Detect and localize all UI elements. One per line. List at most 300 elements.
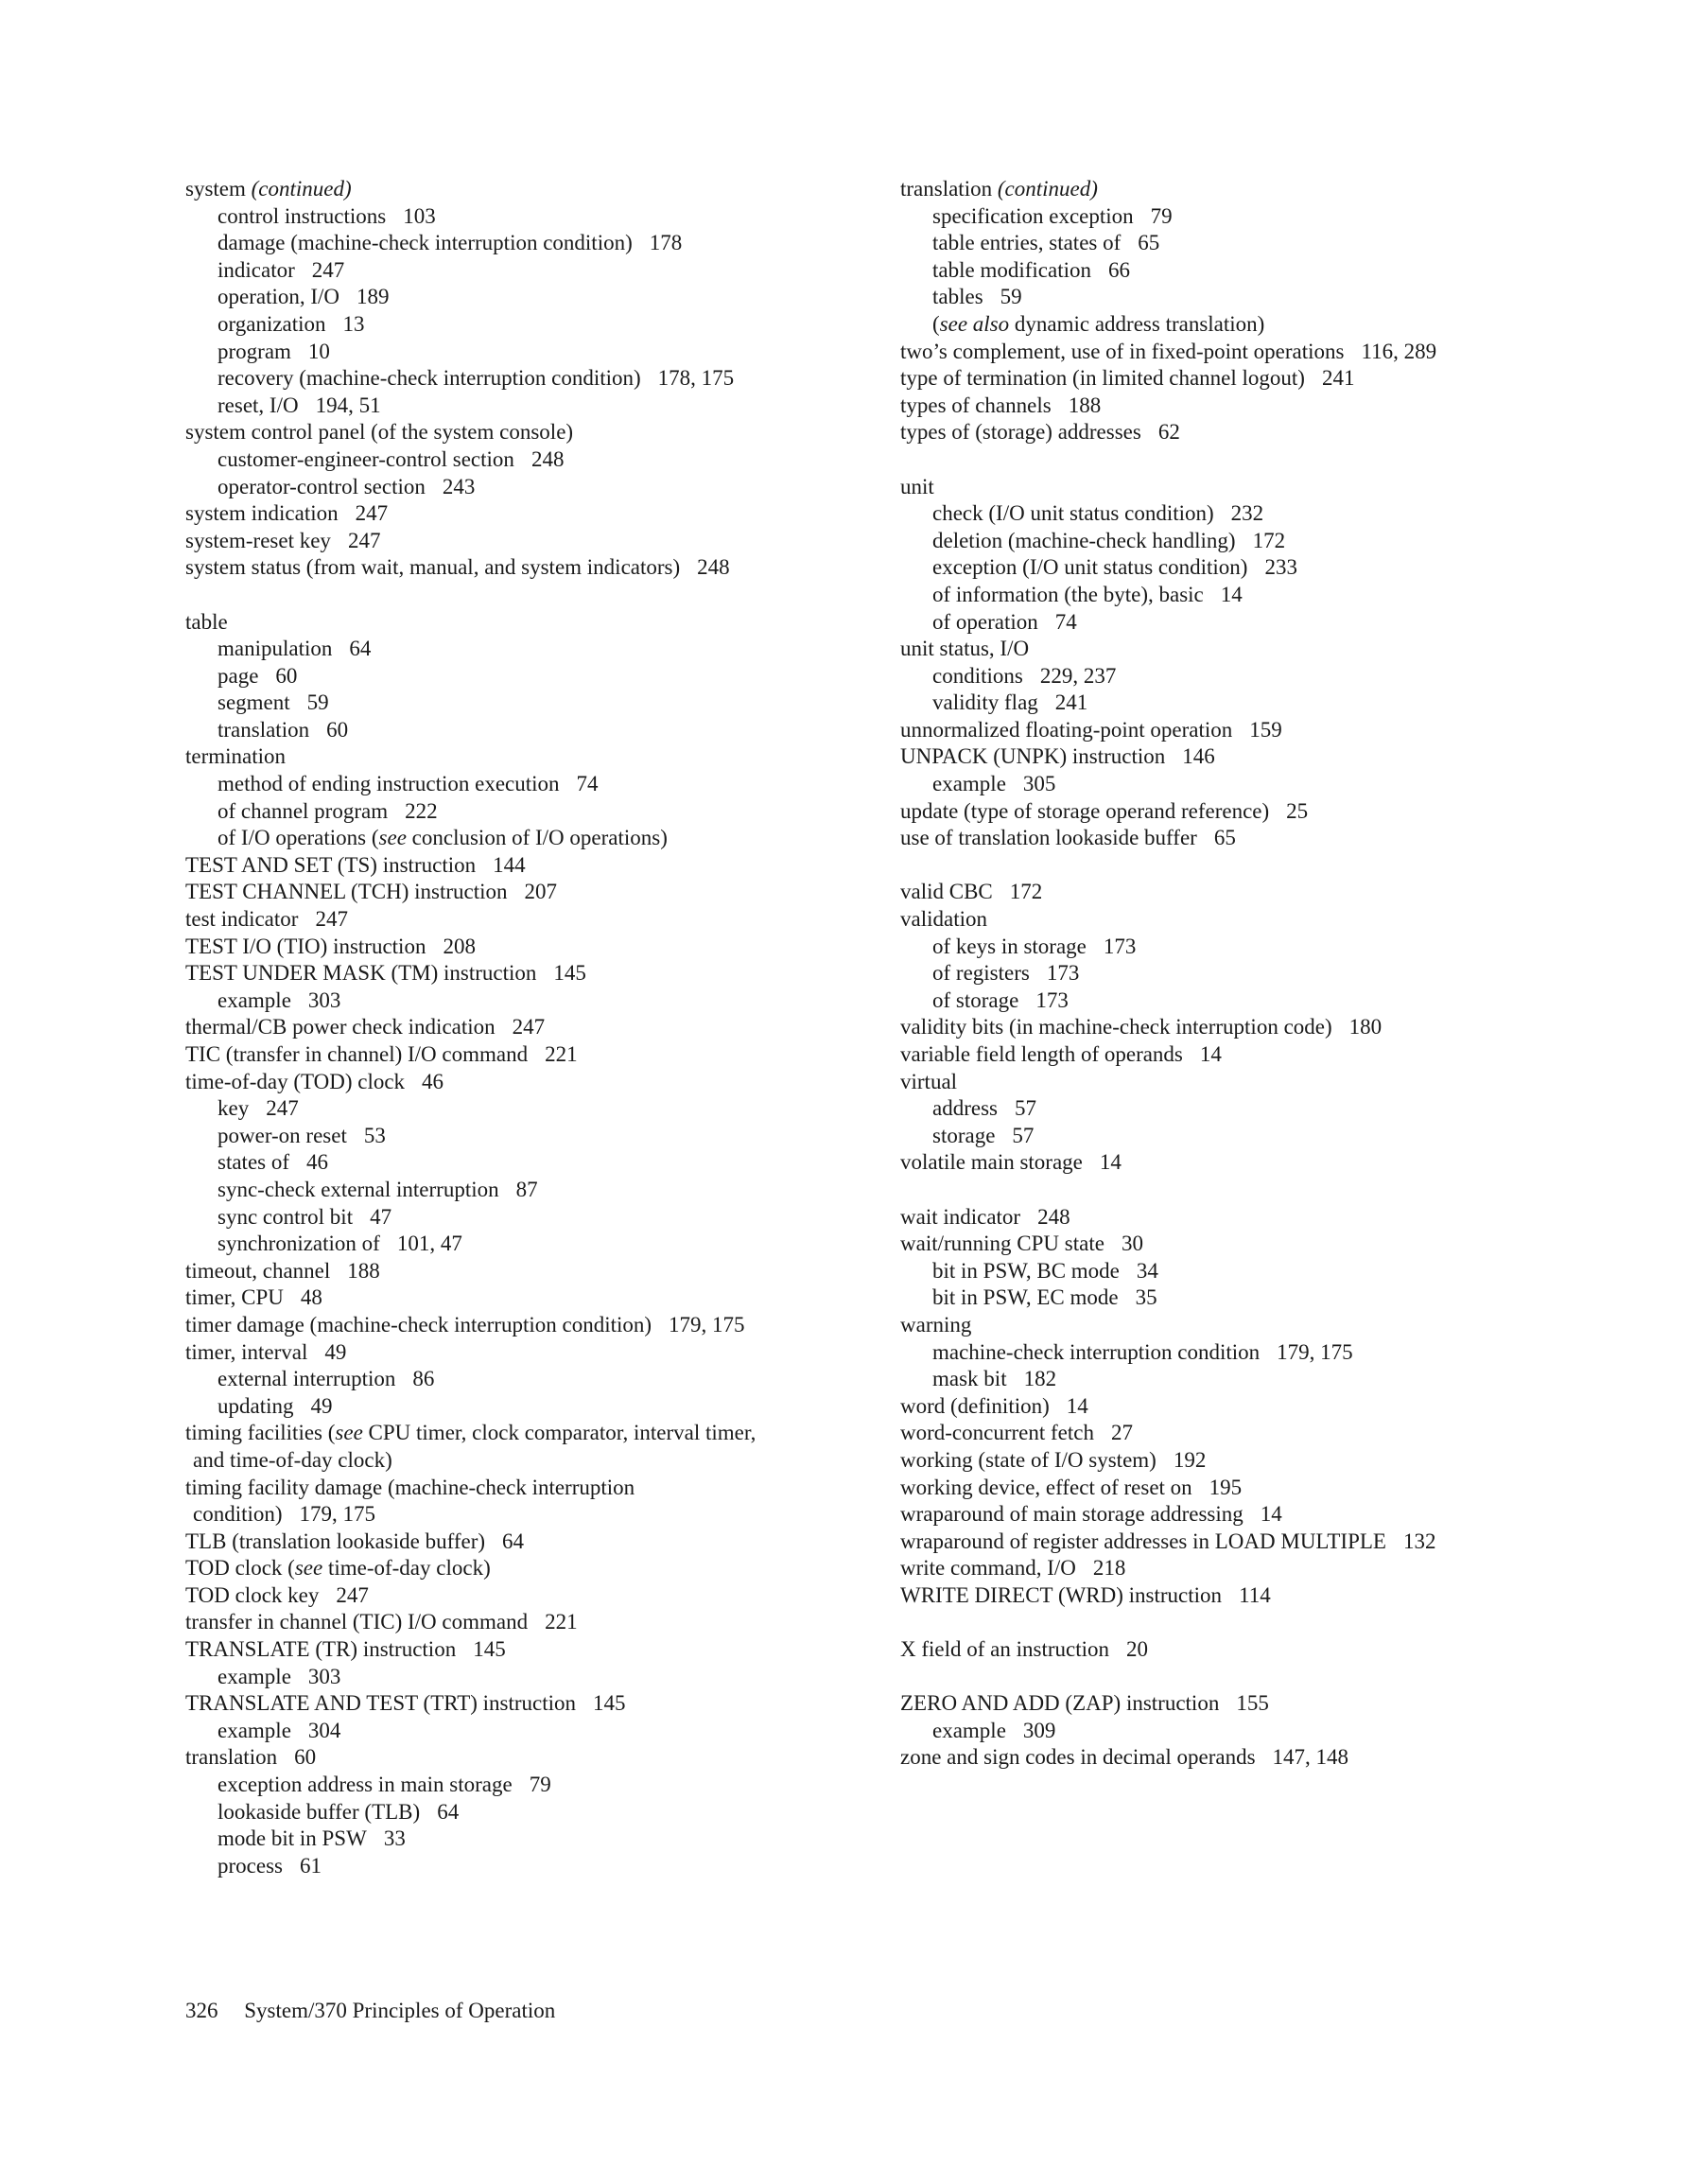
- index-term-text: translation: [900, 177, 998, 201]
- index-entry: [900, 717, 1562, 744]
- index-entry: [185, 1258, 876, 1285]
- index-term-text: timeout, channel: [185, 1258, 331, 1283]
- index-term-text: page: [217, 663, 259, 688]
- index-entry-continuation: [185, 1447, 876, 1475]
- index-term-text: see: [294, 1556, 323, 1581]
- page-reference: 74: [576, 772, 599, 796]
- index-subentry: [900, 1718, 1562, 1745]
- index-term-text: wait/running CPU state: [900, 1232, 1104, 1256]
- index-term-text: tables: [932, 285, 983, 309]
- index-term-text: time-of-day clock): [322, 1556, 491, 1581]
- index-subentry: [185, 474, 876, 501]
- index-term-text: system status (from wait, manual, and system indicators): [185, 555, 681, 580]
- index-entry: [900, 798, 1562, 826]
- index-term-text: timer, CPU: [185, 1285, 284, 1310]
- index-entry: [185, 528, 876, 555]
- index-term-text: example: [217, 987, 291, 1012]
- index-term-text: update (type of storage operand reference): [900, 798, 1270, 823]
- index-term-text: volatile main storage: [900, 1150, 1083, 1175]
- index-entry: [185, 743, 876, 771]
- index-column-right: [900, 176, 1562, 1772]
- index-term-text: of storage: [932, 987, 1019, 1012]
- index-term-text: TIC (transfer in channel) I/O command: [185, 1042, 529, 1066]
- index-entry: [900, 1149, 1562, 1177]
- index-term-text: wraparound of register addresses in LOAD MULTIPLE: [900, 1529, 1386, 1553]
- index-term-text: types of (storage) addresses: [900, 420, 1141, 445]
- index-subentry: [185, 230, 876, 257]
- page-reference: 14: [1199, 1042, 1222, 1066]
- index-entry: [900, 1014, 1562, 1041]
- index-term-text: segment: [217, 690, 290, 715]
- page-reference: 207: [524, 880, 557, 904]
- page-reference: 14: [1260, 1502, 1282, 1527]
- page-reference: 172: [1252, 528, 1286, 552]
- index-term-text: see also: [939, 311, 1010, 336]
- index-term-text: unnormalized floating-point operation: [900, 717, 1233, 742]
- index-term-text: bit in PSW, BC mode: [932, 1258, 1120, 1283]
- index-entry: [185, 879, 876, 906]
- page-reference: 46: [306, 1150, 329, 1175]
- page-reference: 53: [363, 1123, 386, 1147]
- page-reference: 233: [1264, 555, 1297, 580]
- page-reference: 13: [342, 311, 365, 336]
- index-term-text: manipulation: [217, 637, 333, 661]
- page-reference: 62: [1157, 420, 1180, 445]
- index-subentry: [185, 365, 876, 393]
- index-term-text: timing facilities (: [185, 1421, 336, 1445]
- index-term-text: example: [217, 1664, 291, 1688]
- index-entry: [900, 1069, 1562, 1096]
- index-term-text: method of ending instruction execution: [217, 772, 560, 796]
- index-subentry: [900, 230, 1562, 257]
- index-term-text: example: [932, 772, 1006, 796]
- page-reference: 48: [300, 1285, 322, 1310]
- index-subentry: [900, 1095, 1562, 1123]
- document-title: System/370 Principles of Operation: [244, 1999, 556, 2022]
- index-subentry: [185, 339, 876, 366]
- index-entry: [900, 1204, 1562, 1232]
- page-reference: 305: [1022, 772, 1056, 796]
- index-term-text: of channel program: [217, 798, 389, 823]
- index-term-text: zone and sign codes in decimal operands: [900, 1745, 1256, 1770]
- page-reference: 222: [405, 798, 438, 823]
- index-term-text: write command, I/O: [900, 1556, 1076, 1581]
- page-reference: 247: [315, 907, 348, 932]
- page-reference: 159: [1249, 717, 1282, 742]
- index-group-spacer: [900, 1177, 1562, 1204]
- page-reference: 14: [1066, 1393, 1088, 1418]
- index-subentry: [185, 987, 876, 1015]
- index-entry: [900, 365, 1562, 393]
- index-subentry: [900, 1284, 1562, 1312]
- index-term-text: synchronization of: [217, 1232, 380, 1256]
- index-entry: [185, 1014, 876, 1041]
- page-reference: 145: [473, 1637, 506, 1662]
- index-term-text: wait indicator: [900, 1204, 1021, 1229]
- page-reference: 179, 175: [1277, 1339, 1353, 1364]
- index-term-text: two’s complement, use of in fixed-point operations: [900, 339, 1345, 363]
- index-subentry: [185, 1718, 876, 1745]
- index-term-text: timer, interval: [185, 1339, 308, 1364]
- index-entry: [185, 960, 876, 987]
- page-reference: 35: [1135, 1285, 1157, 1310]
- index-term-text: machine-check interruption condition: [932, 1339, 1261, 1364]
- index-entry: [900, 743, 1562, 771]
- index-term-text: control instructions: [217, 203, 387, 228]
- page-reference: 221: [545, 1610, 578, 1634]
- index-entry: [900, 474, 1562, 501]
- index-group-spacer: [900, 1609, 1562, 1636]
- index-subentry: [185, 284, 876, 311]
- index-subentry: [900, 203, 1562, 231]
- index-term-text: of information (the byte), basic: [932, 582, 1204, 606]
- index-subentry: [185, 1231, 876, 1258]
- index-term-text: of operation: [932, 609, 1038, 634]
- index-term-text: type of termination (in limited channel logout): [900, 366, 1305, 391]
- index-entry-continuation: [185, 1501, 876, 1529]
- index-term-text: ZERO AND ADD (ZAP) instruction: [900, 1691, 1220, 1716]
- index-term-text: CPU timer, clock comparator, interval timer,: [362, 1421, 757, 1445]
- page-reference: 218: [1092, 1556, 1126, 1581]
- index-column-left: [185, 176, 876, 1879]
- page-reference: 188: [347, 1258, 380, 1283]
- index-term-text: table: [185, 609, 228, 634]
- index-entry: [185, 1582, 876, 1610]
- index-entry: [185, 1690, 876, 1718]
- page-reference: 188: [1068, 393, 1102, 417]
- index-term-text: storage: [932, 1123, 996, 1147]
- index-entry: [185, 1312, 876, 1339]
- index-group-spacer: [185, 582, 876, 609]
- index-group-spacer: [900, 852, 1562, 880]
- index-subentry: [185, 446, 876, 474]
- page-reference: 243: [442, 474, 476, 498]
- index-entry: [900, 1744, 1562, 1772]
- index-entry: [900, 1529, 1562, 1556]
- index-group-spacer: [900, 446, 1562, 474]
- index-subentry: [900, 934, 1562, 961]
- page-reference: 25: [1286, 798, 1309, 823]
- index-entry: [185, 500, 876, 528]
- index-term-text: working device, effect of reset on: [900, 1475, 1192, 1499]
- index-subentry: [185, 1149, 876, 1177]
- index-term-text: sync control bit: [217, 1204, 354, 1229]
- page-reference: 179, 175: [669, 1312, 745, 1337]
- index-term-text: (: [932, 311, 940, 336]
- page-reference: 59: [1000, 285, 1022, 309]
- page-reference: 33: [383, 1826, 406, 1851]
- page-reference: 248: [697, 555, 730, 580]
- index-entry: [185, 1609, 876, 1636]
- index-subentry: [900, 554, 1562, 582]
- index-subentry: [185, 1123, 876, 1150]
- index-entry: [185, 934, 876, 961]
- index-term-text: system control panel (of the system console): [185, 420, 574, 445]
- index-subentry: [900, 284, 1562, 311]
- index-subentry: [900, 1258, 1562, 1285]
- index-entry: [900, 1582, 1562, 1610]
- page-reference: 20: [1126, 1637, 1149, 1662]
- page-reference: 64: [437, 1799, 460, 1824]
- index-entry: [900, 1447, 1562, 1475]
- page-reference: 195: [1209, 1475, 1243, 1499]
- index-term-text: word-concurrent fetch: [900, 1421, 1094, 1445]
- index-subentry: [900, 1366, 1562, 1393]
- index-subentry: [185, 1772, 876, 1799]
- index-entry: [900, 1690, 1562, 1718]
- index-subentry: [185, 1177, 876, 1204]
- index-term-text: dynamic address translation): [1009, 311, 1265, 336]
- index-term-text: condition): [193, 1502, 283, 1527]
- index-subentry: [185, 636, 876, 663]
- index-entry: [900, 1041, 1562, 1069]
- index-term-text: customer-engineer-control section: [217, 446, 514, 471]
- index-subentry: [185, 1095, 876, 1123]
- index-subentry: [185, 771, 876, 798]
- index-entry: [900, 1420, 1562, 1447]
- index-term-text: power-on reset: [217, 1123, 347, 1147]
- index-entry: [185, 554, 876, 582]
- index-term-text: WRITE DIRECT (WRD) instruction: [900, 1582, 1223, 1607]
- index-entry: [185, 609, 876, 637]
- index-subentry: [185, 1853, 876, 1880]
- index-subentry: [185, 1366, 876, 1393]
- page-reference: 146: [1182, 744, 1215, 769]
- index-term-text: sync-check external interruption: [217, 1177, 499, 1201]
- index-entry: [900, 176, 1562, 203]
- index-term-text: specification exception: [932, 203, 1134, 228]
- page-reference: 132: [1402, 1529, 1436, 1553]
- index-term-text: test indicator: [185, 907, 299, 932]
- index-subentry: [900, 663, 1562, 690]
- index-term-text: variable field length of operands: [900, 1042, 1183, 1066]
- index-term-text: working (state of I/O system): [900, 1447, 1157, 1472]
- index-subentry: [900, 257, 1562, 285]
- index-term-text: TLB (translation lookaside buffer): [185, 1529, 486, 1553]
- index-term-text: system-reset key: [185, 528, 331, 552]
- page-reference: 87: [515, 1177, 538, 1201]
- index-entry: [900, 906, 1562, 934]
- index-entry: [900, 419, 1562, 446]
- page-reference: 114: [1239, 1582, 1271, 1607]
- index-term-text: deletion (machine-check handling): [932, 528, 1236, 552]
- index-term-text: UNPACK (UNPK) instruction: [900, 744, 1166, 769]
- index-term-text: exception address in main storage: [217, 1773, 513, 1797]
- index-subentry: [900, 311, 1562, 339]
- index-term-text: operation, I/O: [217, 285, 340, 309]
- index-entry: [185, 852, 876, 880]
- index-term-text: lookaside buffer (TLB): [217, 1799, 421, 1824]
- index-term-text: virtual: [900, 1069, 958, 1093]
- page-reference: 145: [593, 1691, 626, 1716]
- page-reference: 61: [299, 1853, 322, 1878]
- page-reference: 66: [1107, 257, 1130, 282]
- index-subentry: [900, 690, 1562, 717]
- index-term-text: table entries, states of: [932, 231, 1122, 255]
- page-reference: 173: [1035, 987, 1069, 1012]
- index-term-text: key: [217, 1096, 250, 1121]
- index-term-text: states of: [217, 1150, 290, 1175]
- page-reference: 65: [1138, 231, 1160, 255]
- page-reference: 60: [326, 717, 349, 742]
- index-term-text: translation: [185, 1745, 278, 1770]
- page-reference: 180: [1348, 1015, 1383, 1040]
- index-term-text: time-of-day (TOD) clock: [185, 1069, 406, 1093]
- index-subentry: [185, 257, 876, 285]
- page-reference: 182: [1023, 1367, 1057, 1391]
- index-term-text: (continued): [997, 177, 1098, 201]
- index-subentry: [185, 203, 876, 231]
- index-term-text: types of channels: [900, 393, 1052, 417]
- index-term-text: TEST UNDER MASK (TM) instruction: [185, 961, 537, 986]
- index-term-text: and time-of-day clock): [193, 1447, 392, 1472]
- page-reference: 144: [493, 852, 526, 877]
- index-entry: [185, 906, 876, 934]
- index-term-text: validity flag: [932, 690, 1038, 715]
- index-entry: [900, 1312, 1562, 1339]
- index-subentry: [900, 528, 1562, 555]
- page-reference: 241: [1321, 366, 1355, 391]
- page-footer: [185, 1998, 555, 2024]
- index-subentry: [185, 1393, 876, 1421]
- page-reference: 49: [324, 1339, 347, 1364]
- index-entry: [185, 176, 876, 203]
- index-term-text: process: [217, 1853, 283, 1878]
- index-subentry: [185, 663, 876, 690]
- page-reference: 247: [311, 257, 345, 282]
- index-term-text: table modification: [932, 257, 1091, 282]
- page-reference: 248: [530, 446, 565, 471]
- page-reference: 221: [545, 1042, 578, 1066]
- index-term-text: wraparound of main storage addressing: [900, 1502, 1244, 1527]
- index-term-text: termination: [185, 744, 287, 769]
- index-term-text: of I/O operations (: [217, 826, 379, 850]
- page-reference: 303: [307, 1664, 341, 1688]
- page-number: 326: [185, 1999, 218, 2022]
- page-reference: 101, 47: [396, 1232, 462, 1256]
- page-reference: 241: [1054, 690, 1088, 715]
- index-entry: [900, 825, 1562, 852]
- index-entry: [900, 1231, 1562, 1258]
- index-term-text: see: [335, 1421, 363, 1445]
- index-term-text: system: [185, 177, 252, 201]
- page-reference: 145: [553, 961, 586, 986]
- index-term-text: transfer in channel (TIC) I/O command: [185, 1610, 529, 1634]
- index-entry: [900, 1393, 1562, 1421]
- page-reference: 86: [412, 1367, 435, 1391]
- page-reference: 147, 148: [1272, 1745, 1349, 1770]
- index-entry: [900, 393, 1562, 420]
- page-reference: 229, 237: [1039, 663, 1117, 688]
- index-term-text: translation: [217, 717, 310, 742]
- index-term-text: TRANSLATE AND TEST (TRT) instruction: [185, 1691, 577, 1716]
- index-term-text: mask bit: [932, 1367, 1007, 1391]
- index-subentry: [185, 1799, 876, 1826]
- index-subentry: [185, 1204, 876, 1232]
- index-term-text: example: [932, 1718, 1006, 1742]
- page-reference: 155: [1236, 1691, 1269, 1716]
- page-reference: 173: [1103, 934, 1137, 958]
- index-entry: [185, 1555, 876, 1582]
- page-reference: 173: [1046, 961, 1080, 986]
- index-subentry: [900, 960, 1562, 987]
- index-subentry: [900, 771, 1562, 798]
- page-reference: 192: [1173, 1447, 1207, 1472]
- page-reference: 14: [1220, 582, 1243, 606]
- index-term-text: example: [217, 1718, 291, 1742]
- index-term-text: program: [217, 339, 291, 363]
- index-entry: [900, 1555, 1562, 1582]
- index-entry: [900, 1475, 1562, 1502]
- page-reference: 74: [1054, 609, 1077, 634]
- index-entry: [900, 339, 1562, 366]
- index-entry: [185, 1284, 876, 1312]
- page-reference: 79: [529, 1773, 551, 1797]
- page-reference: 247: [355, 501, 389, 526]
- page-reference: 34: [1136, 1258, 1158, 1283]
- page-reference: 116, 289: [1361, 339, 1437, 363]
- page-reference: 57: [1014, 1096, 1036, 1121]
- index-term-text: unit: [900, 474, 934, 498]
- index-subentry: [900, 500, 1562, 528]
- page-reference: 248: [1037, 1204, 1070, 1229]
- index-term-text: validation: [900, 907, 987, 932]
- page-reference: 60: [275, 663, 298, 688]
- index-term-text: organization: [217, 311, 326, 336]
- index-term-text: reset, I/O: [217, 393, 299, 417]
- page-reference: 304: [307, 1718, 341, 1742]
- page-reference: 178, 175: [657, 366, 735, 391]
- index-entry: [185, 419, 876, 446]
- page-reference: 247: [336, 1582, 369, 1607]
- index-term-text: TEST I/O (TIO) instruction: [185, 934, 426, 958]
- page-reference: 30: [1121, 1232, 1143, 1256]
- index-subentry: [900, 609, 1562, 637]
- index-term-text: TOD clock key: [185, 1582, 320, 1607]
- index-term-text: warning: [900, 1312, 972, 1337]
- index-term-text: timing facility damage (machine-check interruption: [185, 1475, 635, 1499]
- index-term-text: system indication: [185, 501, 339, 526]
- page-reference: 64: [502, 1529, 525, 1553]
- page-reference: 247: [347, 528, 381, 552]
- page-reference: 59: [306, 690, 329, 715]
- index-subentry: [185, 393, 876, 420]
- page-reference: 309: [1022, 1718, 1056, 1742]
- page-reference: 232: [1230, 501, 1264, 526]
- index-term-text: conditions: [932, 663, 1023, 688]
- page-reference: 208: [443, 934, 476, 958]
- page-reference: 14: [1099, 1150, 1122, 1175]
- index-entry: [185, 1636, 876, 1664]
- index-term-text: unit status, I/O: [900, 637, 1030, 661]
- index-term-text: validity bits (in machine-check interruption code): [900, 1015, 1332, 1040]
- page-reference: 60: [294, 1745, 317, 1770]
- page-reference: 303: [307, 987, 341, 1012]
- index-subentry: [185, 798, 876, 826]
- page-reference: 10: [307, 339, 330, 363]
- page-reference: 47: [370, 1204, 392, 1229]
- index-term-text: TOD clock (: [185, 1556, 295, 1581]
- index-term-text: external interruption: [217, 1367, 396, 1391]
- index-entry: [185, 1420, 876, 1447]
- page-reference: 247: [512, 1015, 546, 1040]
- index-term-text: operator-control section: [217, 474, 426, 498]
- index-term-text: use of translation lookaside buffer: [900, 826, 1197, 850]
- index-term-text: see: [378, 826, 407, 850]
- index-group-spacer: [900, 1664, 1562, 1691]
- index-entry: [185, 1475, 876, 1502]
- page-reference: 189: [357, 285, 390, 309]
